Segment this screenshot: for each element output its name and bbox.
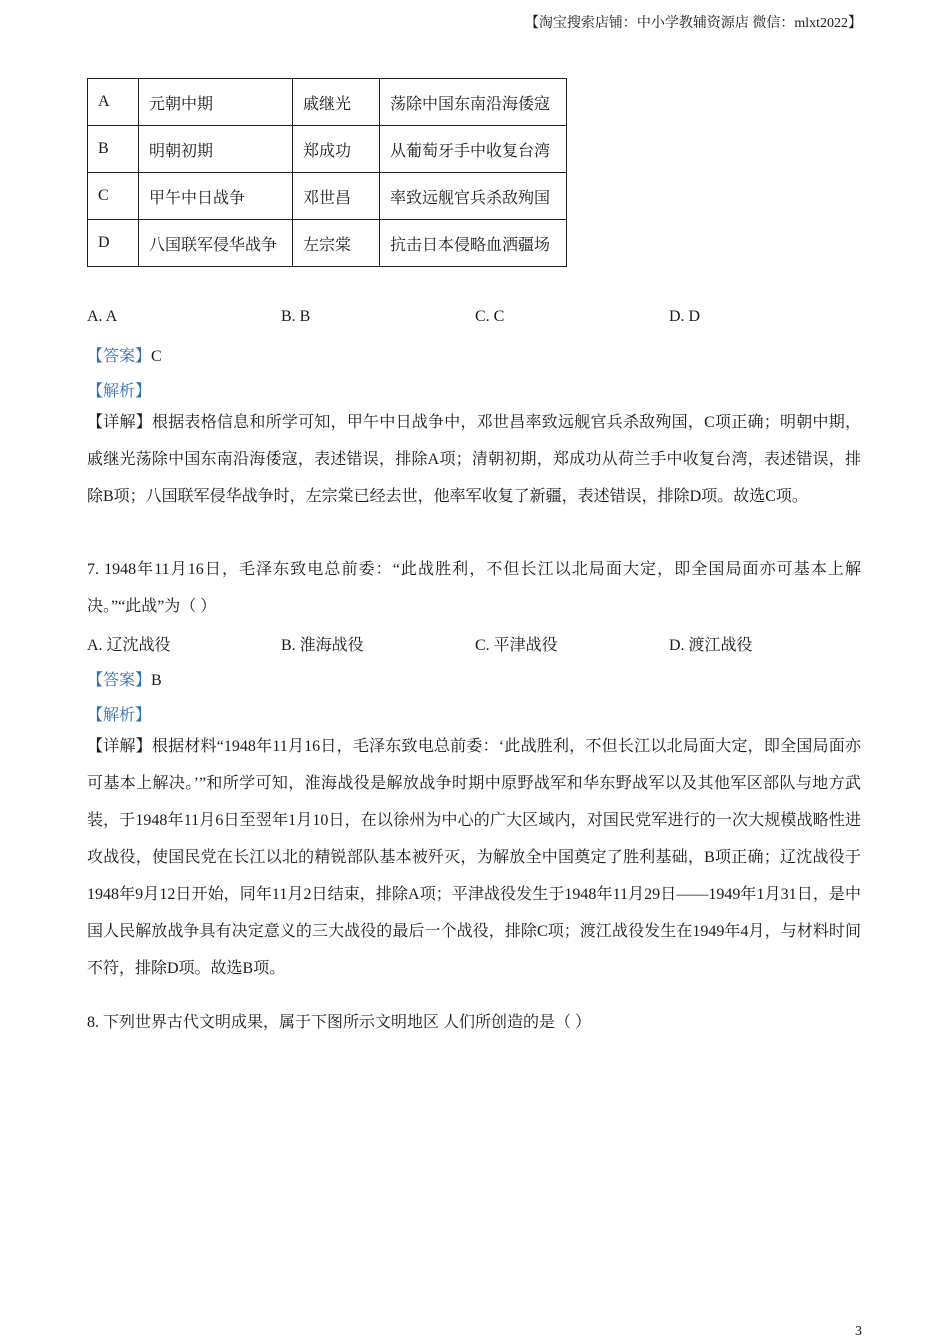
table-cell: A bbox=[88, 79, 139, 126]
answer-value: B bbox=[151, 672, 162, 689]
choice-c[interactable]: C. 平津战役 bbox=[475, 637, 558, 654]
table-cell: 八国联军侵华战争 bbox=[139, 220, 293, 267]
answer-tag: 【答案】 bbox=[87, 348, 152, 365]
q6-analysis-tag: 【解析】 bbox=[87, 383, 152, 400]
table-cell: 邓世昌 bbox=[293, 173, 380, 220]
choice-c[interactable]: C. C bbox=[475, 308, 505, 325]
answer-value: C bbox=[151, 348, 162, 365]
table-cell: B bbox=[88, 126, 139, 173]
table-row bbox=[88, 126, 567, 173]
table-cell: 从葡萄牙手中收复台湾 bbox=[380, 126, 567, 173]
detail-text: 根据表格信息和所学可知，甲午中日战争中，邓世昌率致远舰官兵杀敌殉国，C项正确；明朝中期，戚继光荡除中国东南沿海倭寇，表述错误，排除A项；清朝初期，郑成功从荷兰手中收复台湾，表述错误，排除B项；八国联军侵华战争时，左宗棠已经去世，他率军收复了新疆，表述错误，排除D项。故选C项。 bbox=[87, 414, 861, 505]
q6-detail bbox=[87, 404, 861, 515]
page-header: 【淘宝搜索店铺：中小学教辅资源店 微信：mlxt2022】 bbox=[524, 16, 862, 31]
choice-b[interactable]: B. B bbox=[281, 308, 311, 325]
table-cell: 郑成功 bbox=[293, 126, 380, 173]
options-table bbox=[87, 78, 567, 267]
table-row bbox=[88, 173, 567, 220]
detail-tag: 【详解】 bbox=[87, 738, 152, 755]
table-cell: 荡除中国东南沿海倭寇 bbox=[380, 79, 567, 126]
choice-b[interactable]: B. 淮海战役 bbox=[281, 637, 364, 654]
table-cell: C bbox=[88, 173, 139, 220]
table-cell: 明朝初期 bbox=[139, 126, 293, 173]
table-cell: 元朝中期 bbox=[139, 79, 293, 126]
q7-detail bbox=[87, 728, 861, 987]
answer-tag: 【答案】 bbox=[87, 672, 152, 689]
table-row bbox=[88, 220, 567, 267]
q8-stem: 8. 下列世界古代文明成果，属于下图所示文明地区 人们所创造的是（ ） bbox=[87, 1014, 592, 1031]
q6-answer bbox=[87, 343, 162, 366]
table-cell: D bbox=[88, 220, 139, 267]
q7-choices bbox=[87, 632, 867, 654]
q7-analysis-tag: 【解析】 bbox=[87, 707, 152, 724]
choice-a[interactable]: A. A bbox=[87, 308, 118, 325]
table-cell: 率致远舰官兵杀敌殉国 bbox=[380, 173, 567, 220]
page-number: 3 bbox=[855, 1324, 862, 1339]
choice-d[interactable]: D. D bbox=[669, 308, 701, 325]
table-cell: 甲午中日战争 bbox=[139, 173, 293, 220]
table-cell: 戚继光 bbox=[293, 79, 380, 126]
q6-choices bbox=[87, 308, 867, 330]
choice-a[interactable]: A. 辽沈战役 bbox=[87, 637, 171, 654]
table-row bbox=[88, 79, 567, 126]
q7-answer bbox=[87, 667, 162, 690]
detail-tag: 【详解】 bbox=[87, 414, 152, 431]
table-cell: 抗击日本侵略血洒疆场 bbox=[380, 220, 567, 267]
q7-stem: 7. 1948年11月16日，毛泽东致电总前委：“此战胜利，不但长江以北局面大定，即全国局面亦可基本上解决。”“此战”为（ ） bbox=[87, 561, 861, 615]
table-cell: 左宗棠 bbox=[293, 220, 380, 267]
detail-text: 根据材料“1948年11月16日，毛泽东致电总前委：‘此战胜利，不但长江以北局面大定，即全国局面亦可基本上解决。’”和所学可知，淮海战役是解放战争时期中原野战军和华东野战军以及其他军区部队与地方武装，于1948年11月6日至翌年1月10日，在以徐州为中心的广大区域内，对国民党军进行的一次大规模战略性进攻战役，使国民党在长江以北的精锐部队基本被歼灭，为解放全中国奠定了胜利基础，B项正确；辽沈战役于1948年9月12日开始，同年11月2日结束，排除A项；平津战役发生于1948年11月29日——1949年1月31日，是中国人民解放战争具有决定意义的三大战役的最后一个战役，排除C项；渡江战役发生在1949年4月，与材料时间不符，排除D项。故选B项。 bbox=[87, 738, 861, 977]
choice-d[interactable]: D. 渡江战役 bbox=[669, 637, 753, 654]
